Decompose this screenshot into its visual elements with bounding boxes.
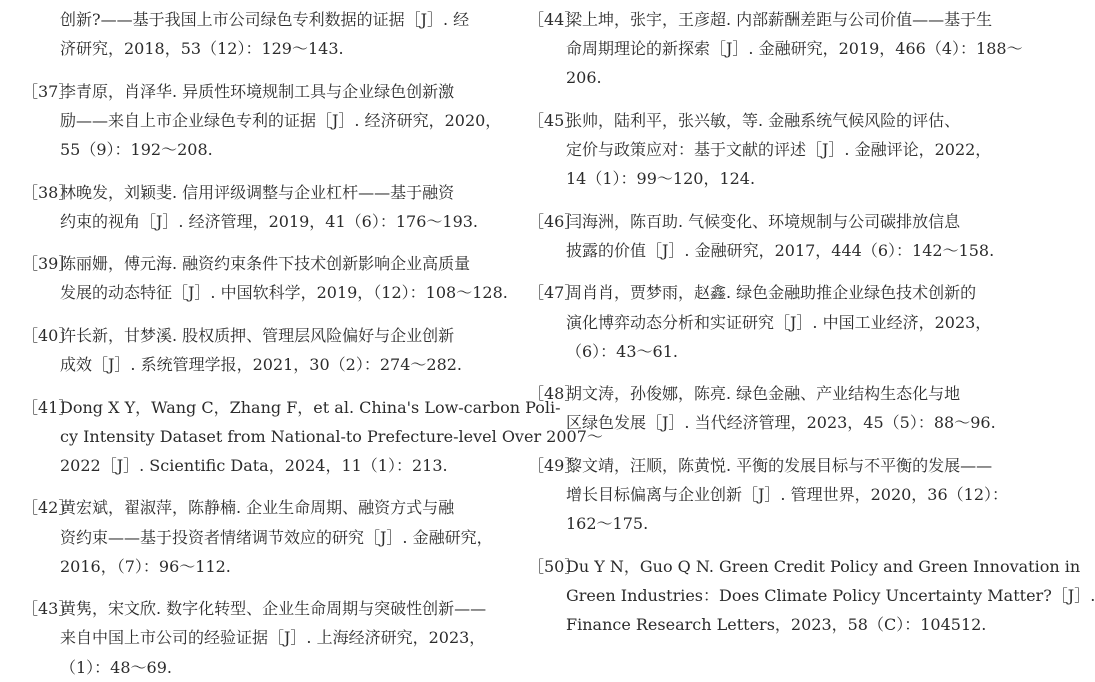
reference-number: ［42］ bbox=[22, 498, 75, 518]
reference-entry bbox=[22, 321, 488, 379]
reference-number: ［45］ bbox=[528, 110, 581, 130]
reference-text: 胡文涛，孙俊娜，陈亮. 绿色金融、产业结构生态化与地 bbox=[566, 384, 961, 404]
reference-text: 周肖肖，贾梦雨，赵鑫. 绿色金融助推企业绿色技术创新的 bbox=[566, 283, 977, 303]
reference-line bbox=[528, 337, 988, 366]
reference-text: 闫海洲，陈百助. 气候变化、环境规制与公司碳排放信息 bbox=[566, 211, 961, 231]
reference-text: 黄隽，宋文欣. 数字化转型、企业生命周期与突破性创新—— bbox=[60, 599, 487, 619]
reference-text: 济研究，2018，53（12）：129～143. bbox=[60, 39, 344, 59]
reference-line bbox=[528, 135, 992, 164]
reference-text: 206. bbox=[566, 68, 602, 88]
reference-text: 陈丽姗，傅元海. 融资约束条件下技术创新影响企业高质量 bbox=[60, 254, 471, 274]
reference-entry bbox=[22, 5, 488, 63]
reference-line bbox=[528, 308, 992, 337]
reference-number: ［46］ bbox=[528, 211, 581, 231]
reference-line bbox=[22, 653, 488, 682]
reference-text: 定价与政策应对：基于文献的评述［J］. 金融评论，2022， bbox=[566, 140, 992, 160]
reference-text: 来自中国上市公司的经验证据［J］. 上海经济研究，2023， bbox=[60, 628, 486, 648]
reference-text: （1）：48～69. bbox=[60, 657, 172, 677]
reference-text: 林晚发，刘颖斐. 信用评级调整与企业杠杆——基于融资 bbox=[60, 182, 455, 202]
reference-entry bbox=[528, 451, 1009, 539]
reference-line bbox=[528, 236, 995, 265]
reference-text: 黄宏斌，翟淑萍，陈静楠. 企业生命周期、融资方式与融 bbox=[60, 498, 455, 518]
reference-line bbox=[22, 523, 493, 552]
reference-entry bbox=[528, 5, 1023, 93]
reference-number: ［47］ bbox=[528, 283, 581, 303]
reference-text: Green Industries：Does Climate Policy Uncertainty Matter?［J］. bbox=[566, 585, 1095, 605]
reference-line bbox=[22, 249, 488, 278]
reference-text: 创新?——基于我国上市公司绿色专利数据的证据［J］. 经 bbox=[60, 10, 470, 29]
reference-line bbox=[528, 480, 1009, 509]
reference-text: 命周期理论的新探索［J］. 金融研究，2019，466（4）：188～ bbox=[566, 39, 1023, 59]
reference-line bbox=[528, 164, 988, 193]
reference-text: Finance Research Letters，2023，58（C）：104512. bbox=[566, 615, 987, 635]
reference-text: Du Y N，Guo Q N. Green Credit Policy and Green Innovation in bbox=[566, 556, 1081, 576]
reference-line bbox=[22, 278, 508, 307]
reference-line bbox=[22, 34, 488, 63]
reference-text: 增长目标偏离与企业创新［J］. 管理世界，2020，36（12）： bbox=[566, 485, 1009, 505]
reference-text: 李青原，肖泽华. 异质性环境规制工具与企业绿色创新激 bbox=[60, 81, 455, 101]
reference-line bbox=[528, 34, 1023, 63]
reference-line bbox=[22, 594, 488, 623]
reference-text: 发展的动态特征［J］. 中国软科学，2019，（12）：108～128. bbox=[60, 283, 508, 303]
reference-line bbox=[528, 610, 988, 639]
reference-line bbox=[528, 451, 993, 480]
reference-line bbox=[22, 623, 488, 652]
reference-text: 55（9）：192～208. bbox=[60, 140, 213, 160]
reference-entry bbox=[22, 249, 508, 307]
reference-line bbox=[22, 493, 488, 522]
reference-line bbox=[528, 581, 1095, 610]
reference-line bbox=[528, 379, 988, 408]
reference-line bbox=[22, 5, 488, 34]
reference-number: ［50］ bbox=[528, 556, 581, 576]
reference-text: Dong X Y，Wang C，Zhang F，et al. China's Low-carbon Poli- bbox=[60, 397, 561, 417]
reference-entry bbox=[528, 552, 1095, 640]
reference-entry bbox=[22, 178, 488, 236]
reference-line bbox=[22, 178, 488, 207]
reference-number: ［41］ bbox=[22, 397, 75, 417]
reference-line bbox=[22, 207, 488, 236]
reference-line bbox=[22, 135, 488, 164]
reference-line bbox=[528, 5, 993, 34]
reference-number: ［49］ bbox=[528, 455, 581, 475]
reference-text: （6）：43～61. bbox=[566, 341, 678, 361]
reference-entry bbox=[528, 207, 995, 265]
reference-line bbox=[22, 552, 488, 581]
reference-text: 162～175. bbox=[566, 514, 649, 534]
reference-number: ［40］ bbox=[22, 325, 75, 345]
reference-text: 演化博弈动态分析和实证研究［J］. 中国工业经济，2023， bbox=[566, 312, 992, 332]
reference-line bbox=[528, 278, 988, 307]
reference-text: 成效［J］. 系统管理学报，2021，30（2）：274～282. bbox=[60, 355, 463, 375]
reference-line bbox=[528, 408, 996, 437]
reference-text: 资约束——基于投资者情绪调节效应的研究［J］. 金融研究， bbox=[60, 527, 493, 547]
reference-line bbox=[22, 393, 561, 422]
right-reference-column bbox=[528, 5, 1095, 639]
reference-entry bbox=[528, 106, 992, 194]
reference-entry bbox=[22, 77, 502, 165]
reference-text: 披露的价值［J］. 金融研究，2017，444（6）：142～158. bbox=[566, 240, 995, 260]
reference-line bbox=[528, 509, 988, 538]
reference-text: 张帅，陆利平，张兴敏，等. 金融系统气候风险的评估、 bbox=[566, 110, 961, 130]
reference-number: ［37］ bbox=[22, 81, 75, 101]
reference-number: ［48］ bbox=[528, 384, 581, 404]
reference-line bbox=[22, 321, 488, 350]
reference-line bbox=[22, 106, 502, 135]
reference-line bbox=[528, 207, 988, 236]
reference-entry bbox=[22, 594, 488, 682]
reference-text: 励——来自上市企业绿色专利的证据［J］. 经济研究，2020， bbox=[60, 110, 502, 130]
reference-number: ［43］ bbox=[22, 599, 75, 619]
reference-line bbox=[528, 106, 988, 135]
reference-text: 2022［J］. Scientific Data，2024，11（1）：213. bbox=[60, 455, 448, 475]
reference-text: 梁上坤，张宇，王彦超. 内部薪酬差距与公司价值——基于生 bbox=[566, 10, 993, 29]
reference-entry bbox=[22, 493, 493, 581]
reference-line bbox=[22, 350, 488, 379]
reference-text: 黎文靖，汪顺，陈黄悦. 平衡的发展目标与不平衡的发展—— bbox=[566, 455, 993, 475]
reference-line bbox=[22, 451, 488, 480]
reference-line bbox=[22, 77, 488, 106]
reference-text: 14（1）：99～120，124. bbox=[566, 169, 756, 189]
reference-text: 2016，（7）：96～112. bbox=[60, 556, 231, 576]
reference-text: 区绿色发展［J］. 当代经济管理，2023，45（5）：88～96. bbox=[566, 413, 996, 433]
reference-entry bbox=[528, 379, 996, 437]
reference-text: 许长新，甘梦溪. 股权质押、管理层风险偏好与企业创新 bbox=[60, 325, 455, 345]
reference-line bbox=[528, 63, 988, 92]
reference-number: ［39］ bbox=[22, 254, 75, 274]
reference-line bbox=[22, 422, 603, 451]
reference-entry bbox=[528, 278, 992, 366]
reference-text: cy Intensity Dataset from National-to Prefecture-level Over 2007～ bbox=[60, 426, 603, 446]
reference-number: ［44］ bbox=[528, 10, 581, 29]
reference-text: 约束的视角［J］. 经济管理，2019，41（6）：176～193. bbox=[60, 211, 479, 231]
reference-number: ［38］ bbox=[22, 182, 75, 202]
reference-line bbox=[528, 552, 1081, 581]
